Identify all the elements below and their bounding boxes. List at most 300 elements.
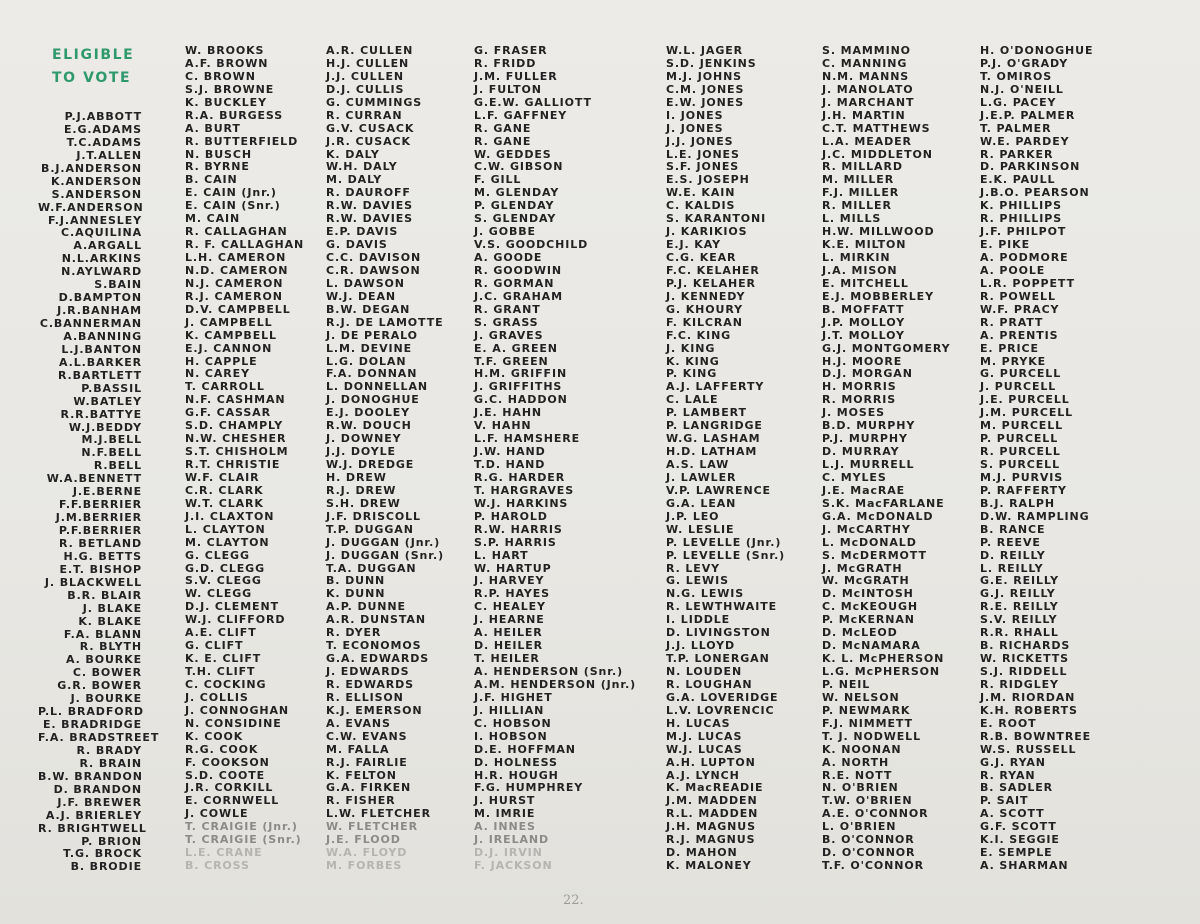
voter-name: S.J. BROWNE — [185, 82, 275, 96]
voter-name: A.R. DUNSTAN — [326, 613, 426, 627]
voter-name: R.W. DOUCH — [326, 419, 412, 433]
voter-name: A. SHARMAN — [980, 859, 1069, 873]
voter-name: A. PRENTIS — [980, 328, 1059, 342]
voter-name: D. LIVINGSTON — [666, 626, 771, 640]
voter-name: D. HEILER — [474, 639, 544, 653]
voter-name: A.H. LUPTON — [666, 755, 756, 769]
voter-name: L.F. GAFFNEY — [474, 108, 568, 122]
voter-name: F.J.ANNESLEY — [48, 213, 142, 227]
voter-name: T.P. LONERGAN — [666, 652, 770, 666]
voter-name: R.BELL — [93, 459, 142, 473]
voter-name: J.R. CUSACK — [326, 134, 411, 148]
voter-name: P. LAMBERT — [666, 406, 747, 420]
voter-name: T. CARROLL — [185, 380, 265, 394]
voter-name: P.J. MURPHY — [822, 432, 908, 446]
voter-name: N. CONSIDINE — [185, 716, 282, 730]
voter-name: T.W. O'BRIEN — [822, 794, 913, 808]
voter-name: N.D. CAMERON — [185, 263, 289, 277]
voter-name: J.T.ALLEN — [76, 148, 142, 162]
voter-name: T.F. O'CONNOR — [822, 859, 924, 873]
voter-name: F.A. BRADSTREET — [38, 731, 160, 744]
voter-name: L. DONNELLAN — [326, 380, 428, 394]
voter-name: K. BLAKE — [78, 614, 142, 628]
voter-name: R. EDWARDS — [326, 677, 415, 691]
voter-name: J.C. GRAHAM — [474, 289, 563, 303]
voter-name: S.BAIN — [94, 278, 142, 292]
voter-name: P. KING — [666, 367, 718, 381]
voter-name: J. DUGGAN (Snr.) — [326, 548, 445, 562]
voter-name: J.F. DRISCOLL — [326, 509, 421, 523]
voter-name: F.J. NIMMETT — [822, 716, 913, 730]
voter-name: J.E. HAHN — [474, 406, 543, 420]
voter-name: G. DAVIS — [326, 238, 388, 252]
voter-name: T. CRAIGIE (Jnr.) — [185, 820, 298, 834]
voter-name: N. LOUDEN — [666, 665, 743, 678]
voter-name: J.R.BANHAM — [57, 304, 142, 318]
voter-name: E. PIKE — [980, 238, 1031, 252]
voter-name: R. GRANT — [474, 302, 541, 316]
voter-name: A. BURT — [185, 121, 241, 135]
voter-name: K. DALY — [326, 147, 380, 161]
voter-name: N. O'BRIEN — [822, 781, 899, 795]
voter-name: M. MILLER — [822, 173, 895, 187]
voter-name: E. A. GREEN — [474, 341, 558, 355]
voter-name: S.T. CHISHOLM — [185, 445, 289, 459]
voter-name: W.H. DALY — [326, 160, 398, 174]
voter-name: A.J. LYNCH — [666, 768, 740, 782]
voter-name: L.M. DEVINE — [326, 341, 413, 355]
voter-name: N.F. CASHMAN — [185, 393, 286, 407]
voter-name: R. BLYTH — [79, 640, 142, 654]
name-column-1 — [38, 110, 160, 874]
voter-name: J. DE PERALO — [326, 328, 418, 342]
voter-name: M.J.BELL — [81, 433, 142, 447]
voter-name: J.H. MAGNUS — [666, 820, 756, 834]
voter-name: G. FRASER — [474, 44, 548, 57]
voter-name: G.D. CLEGG — [185, 561, 266, 575]
voter-name: R. LEWTHWAITE — [666, 600, 778, 614]
voter-name: P.J. KELAHER — [666, 276, 756, 290]
voter-name: T. J. NODWELL — [822, 729, 921, 743]
voter-name: T.D. HAND — [474, 458, 546, 471]
voter-name: D.V. CAMPBELL — [185, 302, 291, 316]
voter-name: A. SCOTT — [980, 807, 1045, 821]
voter-name: S.K. MacFARLANE — [822, 496, 945, 510]
voter-name: J.M. MADDEN — [666, 794, 758, 808]
voter-name: J. CAMPBELL — [185, 315, 273, 329]
voter-name: G.A. McDONALD — [822, 509, 934, 523]
voter-name: D.J. CULLIS — [326, 82, 405, 96]
voter-name: B. MOFFATT — [822, 302, 905, 316]
voter-name: J.M. FULLER — [474, 69, 558, 83]
voter-name: G.F. CASSAR — [185, 406, 271, 420]
voter-name: H.M. GRIFFIN — [474, 367, 568, 381]
voter-name: R.P. HAYES — [474, 587, 550, 601]
voter-name: L.J.BANTON — [61, 342, 142, 356]
voter-name: B. O'CONNOR — [822, 833, 915, 847]
voter-name: N.J. O'NEILL — [980, 82, 1064, 96]
voter-name: C. KALDIS — [666, 199, 736, 213]
voter-name: J. CONNOGHAN — [185, 703, 290, 717]
voter-name: B. BRODIE — [70, 860, 142, 874]
voter-name: R. GANE — [474, 134, 532, 148]
voter-name: C.M. JONES — [666, 82, 745, 96]
voter-name: L. MILLS — [822, 212, 882, 226]
voter-name: R.J. CAMERON — [185, 289, 283, 303]
voter-name: R.BARTLETT — [57, 368, 142, 382]
voter-name: H. CAPPLE — [185, 354, 258, 368]
voter-name: J.F. PHILPOT — [980, 225, 1067, 239]
voter-name: R. DAUROFF — [326, 186, 411, 200]
voter-name: J. GOBBE — [474, 225, 536, 239]
voter-name: W.J. CLIFFORD — [185, 613, 286, 627]
voter-name: G.J. MONTGOMERY — [822, 341, 951, 355]
voter-name: K. COOK — [185, 729, 244, 743]
voter-name: J.I. CLAXTON — [185, 509, 275, 523]
voter-name: G. LEWIS — [666, 574, 729, 588]
voter-name: J.E. MacRAE — [822, 483, 906, 497]
voter-name: A.R. CULLEN — [326, 44, 414, 57]
voter-name: C. McKEOUGH — [822, 600, 919, 614]
voter-name: J.M. PURCELL — [980, 406, 1074, 420]
voter-name: H.D. LATHAM — [666, 445, 758, 459]
voter-name: R.E. NOTT — [822, 768, 893, 782]
voter-name: P. McKERNAN — [822, 613, 915, 627]
voter-name: H.J. MOORE — [822, 354, 903, 368]
voter-name: J.M.BERRIER — [55, 511, 142, 525]
voter-name: D. HOLNESS — [474, 755, 558, 769]
voter-name: P. LEVELLE (Snr.) — [666, 548, 786, 562]
voter-name: E.J. DOOLEY — [326, 406, 411, 420]
voter-name: S.D. JENKINS — [666, 56, 757, 70]
voter-name: R. BUTTERFIELD — [185, 134, 299, 148]
voter-name: N.L.ARKINS — [61, 252, 142, 266]
voter-name: D. McINTOSH — [822, 587, 914, 601]
voter-name: J. FULTON — [474, 82, 542, 96]
voter-name: L.E. JONES — [666, 147, 740, 161]
voter-name: K. L. McPHERSON — [822, 652, 945, 666]
voter-name: M. IMRIE — [474, 807, 536, 821]
voter-name: R. RIDGLEY — [980, 677, 1059, 691]
voter-name: A.E. O'CONNOR — [822, 807, 929, 821]
voter-name: W. LESLIE — [666, 522, 735, 536]
voter-name: M. FALLA — [326, 742, 390, 756]
voter-name: L. REILLY — [980, 561, 1044, 575]
voter-name: J. MOSES — [822, 406, 885, 420]
voter-name: G.V. CUSACK — [326, 121, 415, 135]
voter-name: F. KILCRAN — [666, 315, 743, 329]
voter-name: L. O'BRIEN — [822, 820, 897, 834]
voter-name: H.J. CULLEN — [326, 56, 410, 70]
voter-name: W.G. LASHAM — [666, 432, 761, 446]
voter-name: P. PURCELL — [980, 432, 1059, 446]
voter-name: B.D. MURPHY — [822, 419, 916, 433]
voter-name: A. PODMORE — [980, 251, 1069, 264]
eligible-heading — [52, 44, 134, 90]
voter-name: K.E. MILTON — [822, 238, 907, 252]
name-column-5 — [666, 45, 785, 873]
voter-name: G. CLIFT — [185, 639, 244, 653]
voter-name: A.BANNING — [63, 329, 142, 343]
voter-name: A. POOLE — [980, 263, 1046, 277]
voter-name: C. HEALEY — [474, 600, 546, 614]
voter-name: J.P. MOLLOY — [822, 315, 906, 329]
voter-name: N.J. CAMERON — [185, 276, 284, 290]
voter-name: D. PARKINSON — [980, 160, 1081, 174]
voter-name: B. RANCE — [980, 522, 1046, 536]
voter-name: M. GLENDAY — [474, 186, 560, 200]
voter-name: L.F. HAMSHERE — [474, 432, 581, 446]
voter-name: V.S. GOODCHILD — [474, 238, 589, 252]
voter-name: R. CALLAGHAN — [185, 225, 288, 239]
voter-name: D.E. HOFFMAN — [474, 742, 576, 756]
voter-name: C. COCKING — [185, 677, 267, 691]
voter-name: W. McGRATH — [822, 574, 910, 588]
voter-name: H. DREW — [326, 470, 387, 484]
voter-name: J. COWLE — [185, 807, 249, 821]
voter-name: F.A. BLANN — [63, 627, 142, 641]
voter-name: D.W. RAMPLING — [980, 509, 1090, 523]
voter-name: R. POWELL — [980, 289, 1056, 303]
voter-name: R.A. BURGESS — [185, 108, 284, 122]
voter-name: M.J. LUCAS — [666, 729, 743, 743]
voter-name: F.F.BERRIER — [59, 498, 142, 512]
voter-name: G.R. BOWER — [57, 679, 142, 693]
voter-name: L.E. CRANE — [185, 846, 263, 860]
voter-name: C. MANNING — [822, 56, 908, 70]
voter-name: T. OMIROS — [980, 69, 1053, 83]
voter-name: A.M. HENDERSON (Jnr.) — [474, 677, 637, 691]
voter-name: G.A. FIRKEN — [326, 781, 412, 795]
voter-name: W.J. LUCAS — [666, 742, 743, 756]
voter-name: H.G. BETTS — [63, 549, 142, 563]
heading-line-1: ELIGIBLE — [52, 47, 135, 63]
voter-name: C.G. KEAR — [666, 251, 737, 264]
voter-name: R. BRADY — [76, 743, 142, 757]
voter-name: J. KING — [666, 341, 716, 355]
voter-name: M. PURCELL — [980, 419, 1064, 433]
voter-name: K. MacREADIE — [666, 781, 764, 795]
voter-name: S.V. CLEGG — [185, 574, 262, 588]
voter-name: D. MAHON — [666, 846, 738, 860]
voter-name: C.T. MATTHEWS — [822, 121, 931, 135]
voter-name: A.J. BRIERLEY — [45, 808, 142, 822]
voter-name: J. LAWLER — [666, 470, 737, 484]
voter-name: L.G. McPHERSON — [822, 665, 941, 678]
voter-name: P.J. O'GRADY — [980, 56, 1069, 70]
voter-name: B. SADLER — [980, 781, 1054, 795]
voter-name: K.H. ROBERTS — [980, 703, 1078, 717]
voter-name: J. IRELAND — [474, 833, 550, 847]
voter-name: A.L.BARKER — [59, 355, 142, 369]
voter-name: S. McDERMOTT — [822, 548, 927, 562]
voter-name: P. NEIL — [822, 677, 871, 691]
voter-name: W. CLEGG — [185, 587, 253, 601]
voter-name: L.H. CAMERON — [185, 251, 287, 264]
voter-name: S. PURCELL — [980, 458, 1061, 471]
voter-name: J. GRAVES — [474, 328, 544, 342]
voter-name: J.E.BERNE — [72, 485, 142, 499]
voter-name: D. REILLY — [980, 548, 1046, 562]
voter-name: R. CURRAN — [326, 108, 403, 122]
voter-name: R.G. COOK — [185, 742, 259, 756]
voter-name: E.K. PAULL — [980, 173, 1056, 187]
voter-name: R. BETLAND — [59, 536, 142, 550]
voter-name: J. HEARNE — [474, 613, 545, 627]
voter-name: J. GRIFFITHS — [474, 380, 563, 394]
voter-name: T.A. DUGGAN — [326, 561, 417, 575]
voter-name: E.P. DAVIS — [326, 225, 399, 239]
voter-name: J.J. DOYLE — [326, 445, 396, 459]
voter-name: C.R. CLARK — [185, 483, 264, 497]
voter-name: S.P. HARRIS — [474, 535, 557, 549]
voter-name: G.A. LEAN — [666, 496, 737, 510]
voter-name: F.A. DONNAN — [326, 367, 418, 381]
voter-name: I. HOBSON — [474, 729, 548, 743]
voter-name: J. JONES — [666, 121, 724, 135]
voter-name: L.R. POPPETT — [980, 276, 1075, 290]
voter-name: F.C. KELAHER — [666, 263, 760, 277]
voter-name: W. NELSON — [822, 690, 900, 704]
voter-name: W. BROOKS — [185, 44, 265, 57]
voter-name: R. DYER — [326, 626, 382, 640]
voter-name: J. HARVEY — [474, 574, 545, 588]
voter-name: G. PURCELL — [980, 367, 1062, 381]
voter-name: G.J. REILLY — [980, 587, 1056, 601]
voter-name: F.G. HUMPHREY — [474, 781, 584, 795]
voter-name: J. MANOLATO — [822, 82, 914, 96]
voter-name: A.S. LAW — [666, 458, 730, 471]
voter-name: J.B.O. PEARSON — [980, 186, 1090, 200]
voter-name: R. PURCELL — [980, 445, 1061, 459]
voter-name: K. PHILLIPS — [980, 199, 1062, 213]
voter-name: T. ECONOMOS — [326, 639, 422, 653]
voter-name: W.A.BENNETT — [46, 472, 142, 486]
voter-name: R.R. RHALL — [980, 626, 1059, 640]
voter-name: R. LEVY — [666, 561, 720, 575]
voter-name: G.E.W. GALLIOTT — [474, 95, 592, 109]
voter-name: L.G. PACEY — [980, 95, 1057, 109]
voter-name: A.E. CLIFT — [185, 626, 257, 640]
voter-name: B. RICHARDS — [980, 639, 1071, 653]
voter-name: J. HURST — [474, 794, 536, 808]
voter-name: T. HEILER — [474, 652, 540, 666]
voter-name: N. BUSCH — [185, 147, 252, 161]
voter-name: W.F.ANDERSON — [38, 200, 144, 214]
voter-name: N.W. CHESHER — [185, 432, 287, 446]
voter-name: S. KARANTONI — [666, 212, 767, 226]
voter-name: J. McCARTHY — [822, 522, 911, 536]
voter-name: R. GORMAN — [474, 276, 555, 290]
voter-name: A. BOURKE — [65, 653, 142, 667]
voter-name: J.H. MARTIN — [822, 108, 906, 122]
voter-name: L. CLAYTON — [185, 522, 266, 536]
voter-name: B.W. BRANDON — [38, 769, 143, 783]
voter-name: L.A. MEADER — [822, 134, 912, 148]
voter-name: T.G. BROCK — [63, 847, 142, 861]
voter-name: H.R. HOUGH — [474, 768, 559, 782]
voter-name: T.C.ADAMS — [66, 135, 142, 149]
voter-name: R. GOODWIN — [474, 263, 562, 277]
voter-name: R. MILLARD — [822, 160, 903, 174]
voter-name: S. GRASS — [474, 315, 539, 329]
voter-name: A. HENDERSON (Snr.) — [474, 665, 624, 678]
voter-name: E. MITCHELL — [822, 276, 909, 290]
voter-name: H. LUCAS — [666, 716, 731, 730]
voter-name: V. HAHN — [474, 419, 532, 433]
voter-name: F.C. KING — [666, 328, 732, 342]
voter-name: A.J. LAFFERTY — [666, 380, 765, 394]
voter-name: D. McLEOD — [822, 626, 898, 640]
voter-name: S.J. RIDDELL — [980, 665, 1068, 678]
voter-name: C. BROWN — [185, 69, 256, 83]
voter-name: R. BRIGHTWELL — [38, 821, 147, 835]
voter-name: A.P. DUNNE — [326, 600, 406, 614]
voter-name: K. NOONAN — [822, 742, 902, 756]
voter-name: C.W. EVANS — [326, 729, 408, 743]
voter-name: D. O'CONNOR — [822, 846, 916, 860]
voter-name: K. KING — [666, 354, 720, 368]
voter-name: E.J. KAY — [666, 238, 721, 252]
voter-name: G.E. REILLY — [980, 574, 1059, 588]
voter-name: K.J. EMERSON — [326, 703, 423, 717]
voter-name: R.J. FAIRLIE — [326, 755, 408, 769]
voter-name: R.L. MADDEN — [666, 807, 759, 821]
voter-name: E.T. BISHOP — [59, 562, 142, 576]
voter-name: J. HILLIAN — [474, 703, 545, 717]
voter-name: C.W. GIBSON — [474, 160, 564, 174]
voter-name: M. FORBES — [326, 859, 403, 873]
voter-name: P. HAROLD — [474, 509, 548, 523]
voter-name: G. CUMMINGS — [326, 95, 423, 109]
voter-name: A.F. BROWN — [185, 56, 269, 70]
voter-name: W.T. CLARK — [185, 496, 264, 510]
voter-name: W. RICKETTS — [980, 652, 1070, 666]
voter-name: K.I. SEGGIE — [980, 833, 1060, 847]
voter-name: G.J. RYAN — [980, 755, 1046, 769]
voter-name: B.R. BLAIR — [67, 588, 142, 602]
voter-name: G.F. SCOTT — [980, 820, 1057, 834]
voter-name: J. KARIKIOS — [666, 225, 748, 239]
voter-name: R. F. CALLAGHAN — [185, 238, 305, 252]
name-column-3 — [326, 45, 444, 873]
voter-name: K. E. CLIFT — [185, 652, 262, 666]
voter-name: E. CORNWELL — [185, 794, 280, 808]
voter-name: J.M. RIORDAN — [980, 690, 1076, 704]
name-column-4 — [474, 45, 636, 873]
voter-name: E.S. JOSEPH — [666, 173, 750, 187]
voter-name: D.J. CLEMENT — [185, 600, 279, 614]
page-number: 22. — [563, 893, 584, 908]
voter-name: K. MALONEY — [666, 859, 752, 873]
voter-name: P. SAIT — [980, 794, 1029, 808]
voter-name: C. HOBSON — [474, 716, 552, 730]
name-column-2 — [185, 45, 304, 873]
voter-name: J.P. LEO — [666, 509, 720, 523]
voter-name: F. COOKSON — [185, 755, 270, 769]
voter-name: H. MORRIS — [822, 380, 897, 394]
voter-name: S. MAMMINO — [822, 44, 911, 57]
voter-name: C.AQUILINA — [61, 226, 142, 240]
voter-name: T.F. GREEN — [474, 354, 549, 368]
voter-name: R. BYRNE — [185, 160, 250, 174]
voter-name: G.A. EDWARDS — [326, 652, 430, 666]
voter-name: W.L. JAGER — [666, 44, 744, 57]
voter-name: W.A. FLOYD — [326, 846, 408, 860]
voter-name: H.W. MILLWOOD — [822, 225, 935, 239]
voter-name: N. CAREY — [185, 367, 250, 381]
voter-name: W.S. RUSSELL — [980, 742, 1077, 756]
